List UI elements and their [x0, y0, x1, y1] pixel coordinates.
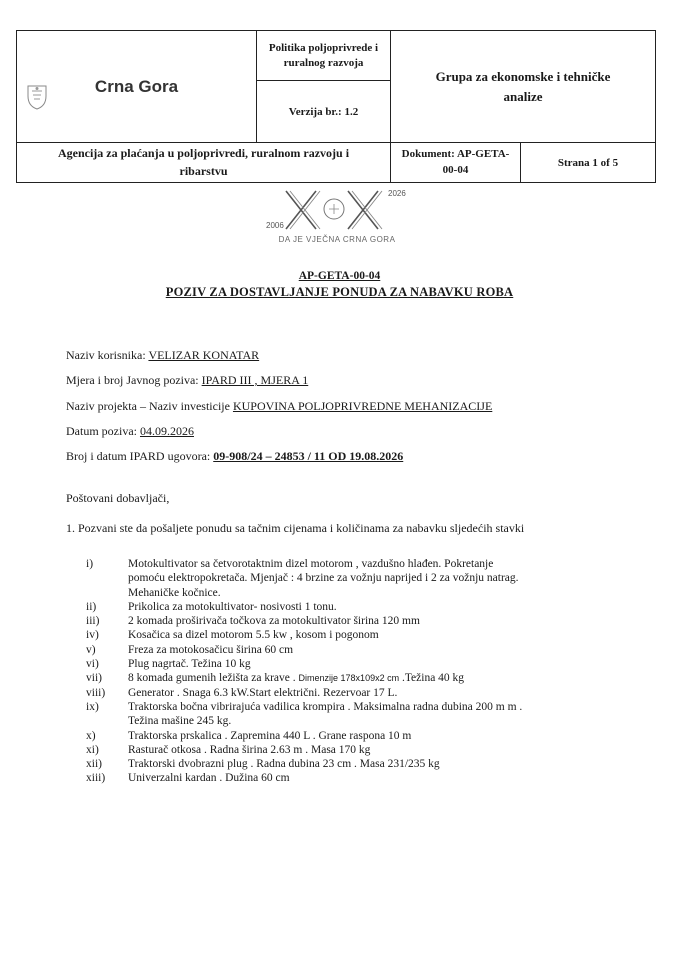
coat-of-arms-icon	[24, 82, 50, 110]
jubilee-logo	[252, 187, 422, 249]
jubilee-motto: DA JE VJEČNA CRNA GORA	[278, 235, 396, 244]
list-item-text	[128, 671, 646, 685]
list-item-number: ix)	[86, 700, 99, 713]
list-item-number: xiii)	[86, 772, 106, 785]
list-item-line: Generator . Snaga 6.3 kW.Start električni. Rezervoar 17 L.	[128, 686, 398, 699]
field-project-label: Naziv projekta – Naziv investicije	[66, 399, 233, 413]
list-item	[86, 743, 646, 757]
list-item-line: Univerzalni kardan . Dužina 60 cm	[128, 772, 290, 785]
header-table	[16, 30, 656, 183]
document-code: AP-GETA-00-04	[298, 270, 381, 282]
list-item	[86, 700, 646, 729]
policy-cell	[257, 31, 391, 81]
agency-line-2: ribarstvu	[179, 163, 228, 178]
list-item	[86, 628, 646, 642]
list-item-number: viii)	[86, 686, 106, 699]
policy-line-1: Politika poljoprivrede i	[268, 41, 379, 54]
list-item-text	[128, 729, 646, 743]
field-measure-value: IPARD III , MJERA 1	[201, 373, 309, 387]
list-item-number: vii)	[86, 672, 102, 685]
list-item-number: i)	[86, 558, 94, 570]
list-item	[86, 729, 646, 743]
list-item-line: Traktorski dvobrazni plug . Radna dubina 23 cm . Masa 231/235 kg	[128, 758, 440, 771]
policy-line-2: ruralnog razvoja	[283, 56, 364, 69]
list-item-line: Traktorska prskalica . Zapremina 440 L . Grane raspona 10 m	[128, 729, 412, 742]
agency-cell	[17, 143, 391, 183]
list-item-text	[128, 557, 646, 600]
list-item	[86, 600, 646, 614]
list-item-number: x)	[86, 729, 96, 742]
field-date	[66, 424, 194, 439]
field-contract-value: 09-908/24 – 24853 / 11 OD 19.08.2026	[213, 449, 404, 463]
field-measure-label: Mjera i broj Javnog poziva:	[66, 373, 202, 387]
list-item-text	[128, 686, 646, 700]
field-date-value: 04.09.2026	[139, 424, 194, 438]
document-cell	[391, 143, 521, 183]
list-item-line: Motokultivator sa četvorotaktnim dizel motorom , vazdušno hlađen. Pokretanje	[128, 558, 494, 570]
group-line-2: analize	[503, 88, 543, 104]
list-item-number: iv)	[86, 629, 99, 642]
field-user-value: VELIZAR KONATAR	[148, 348, 260, 362]
list-item-text	[128, 757, 646, 771]
list-item	[86, 557, 646, 600]
document-line-1: Dokument: AP-GETA-	[401, 147, 510, 160]
agency-line-1: Agencija za plaćanja u poljoprivredi, ruralnom razvoju i	[57, 146, 350, 161]
list-item-line: Mehaničke kočnice.	[128, 586, 221, 599]
field-project-value: KUPOVINA POLJOPRIVREDNE MEHANIZACIJE	[232, 399, 493, 413]
list-item-number: xii)	[86, 758, 102, 771]
list-item-line: 8 komada gumenih ležišta za krave .	[128, 672, 299, 685]
list-item-text	[128, 600, 646, 614]
list-item-text	[128, 771, 646, 785]
list-item-line: Traktorska bočna vibrirajuća vadilica krompira . Maksimalna radna dubina 200 m m .	[128, 700, 523, 713]
list-item-text	[128, 743, 646, 757]
list-item-number: v)	[86, 643, 96, 656]
list-item-text	[128, 643, 646, 657]
list-item-number: iii)	[86, 615, 100, 628]
version-label: Verzija br.: 1.2	[257, 81, 391, 143]
list-item	[86, 686, 646, 700]
list-item-line: pomoću elektropokretača. Mjenjač : 4 brzine za vožnju naprijed i 2 za vožnju natrag.	[128, 572, 519, 585]
page-indicator: Strana 1 of 5	[521, 143, 656, 183]
document-title: POZIV ZA DOSTAVLJANJE PONUDA ZA NABAVKU ROBA	[165, 285, 514, 299]
field-contract	[66, 449, 403, 464]
list-item	[86, 614, 646, 628]
list-item-line: 2 komada proširivača točkova za motokultivator širina 120 mm	[128, 615, 420, 628]
field-contract-label: Broj i datum IPARD ugovora:	[66, 449, 214, 463]
list-item-text	[128, 628, 646, 642]
point-1-intro: 1. Pozvani ste da pošaljete ponudu sa tačnim cijenama i količinama za nabavku sljedećih stavki	[66, 521, 525, 535]
list-item-text	[128, 614, 646, 628]
list-item-dimensions: Dimenzije 178x109x2 cm	[298, 673, 400, 684]
greeting: Poštovani dobavljači,	[66, 491, 170, 505]
list-item-line: Prikolica za motokultivator- nosivosti 1 tonu.	[128, 600, 337, 613]
list-item-line: Težina mašine 245 kg.	[128, 715, 232, 728]
jubilee-year-end: 2026	[388, 189, 406, 198]
list-item	[86, 771, 646, 785]
items-list	[86, 557, 646, 786]
list-item	[86, 643, 646, 657]
list-item-number: vi)	[86, 658, 99, 671]
field-measure	[66, 373, 308, 388]
list-item-text	[128, 700, 646, 729]
list-item-line: Plug nagrtač. Težina 10 kg	[128, 658, 251, 671]
country-name: Crna Gora	[17, 31, 257, 143]
field-date-label: Datum poziva:	[66, 424, 140, 438]
list-item-line: Freza za motokosačicu širina 60 cm	[128, 643, 294, 656]
field-project	[66, 399, 492, 414]
list-item	[86, 671, 646, 685]
field-user-label: Naziv korisnika:	[66, 348, 149, 362]
document-line-2: 00-04	[442, 163, 469, 176]
list-item	[86, 657, 646, 671]
list-item-line: Kosačica sa dizel motorom 5.5 kw , kosom i pogonom	[128, 629, 379, 642]
group-cell	[391, 31, 656, 143]
list-item-number: ii)	[86, 600, 97, 613]
list-item-line: Rasturač otkosa . Radna širina 2.63 m . Masa 170 kg	[128, 743, 371, 756]
group-line-1: Grupa za ekonomske i tehničke	[435, 69, 611, 84]
list-item-number: xi)	[86, 743, 99, 756]
jubilee-year-start: 2006	[266, 221, 284, 230]
list-item	[86, 757, 646, 771]
list-item-line: .Težina 40 kg	[399, 672, 465, 685]
list-item-text	[128, 657, 646, 671]
field-user	[66, 348, 259, 363]
